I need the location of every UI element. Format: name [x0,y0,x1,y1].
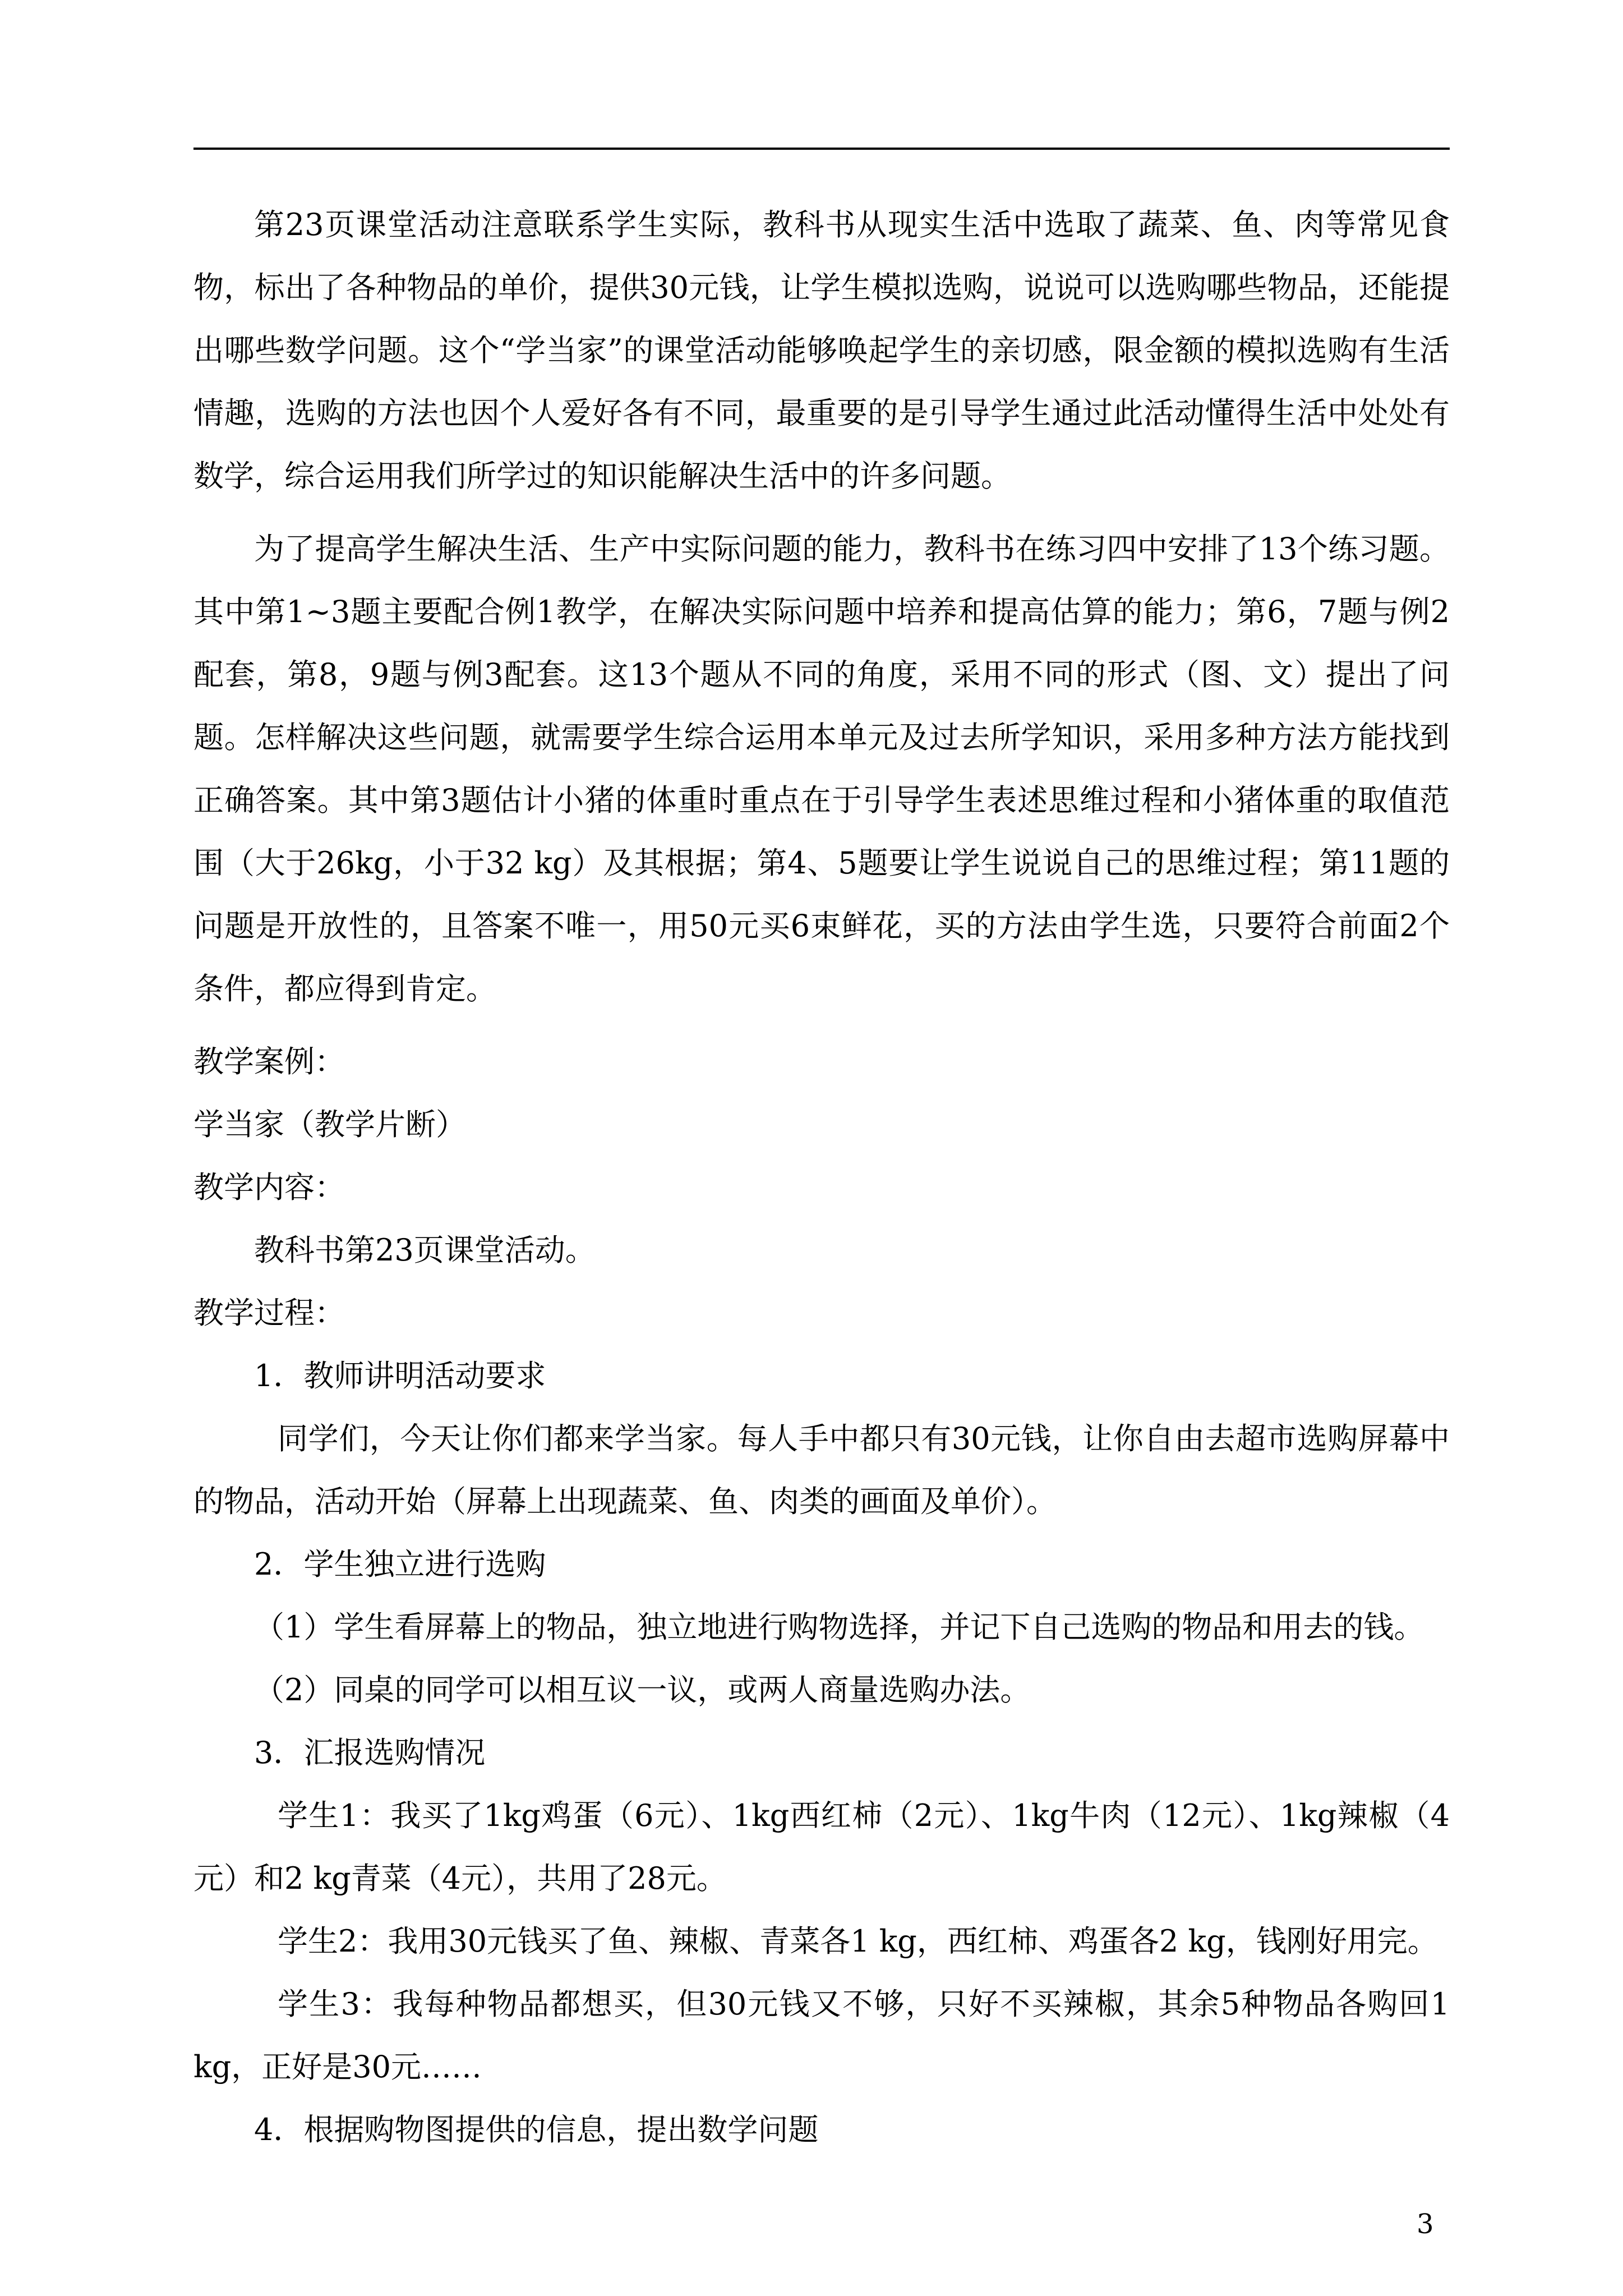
step-1-title: 1．教师讲明活动要求 [254,1358,546,1393]
step-2-sub-1: （1）学生看屏幕上的物品，独立地进行购物选择，并记下自己选购的物品和用去的钱。 [254,1609,1424,1645]
step-3-student-1: 学生1：我买了1kg鸡蛋（6元）、1kg西红柿（2元）、1kg牛肉（12元）、1kg辣椒（4元）和2 kg青菜（4元），共用了28元。 [193,1798,1450,1896]
paragraph-activity-description: 第23页课堂活动注意联系学生实际，教科书从现实生活中选取了蔬菜、鱼、肉等常见食物，标出了各种物品的单价，提供30元钱，让学生模拟选购，说说可以选购哪些物品，还能提出哪些数学问题。这个“学当家”的课堂活动能够唤起学生的亲切感，限金额的模拟选购有生活情趣，选购的方法也因个人爱好各有不同，最重要的是引导学生通过此活动懂得生活中处处有数学，综合运用我们所学过的知识能解决生活中的许多问题。 [193,207,1450,494]
step-3-title: 3．汇报选购情况 [254,1735,486,1770]
content-label: 教学内容： [193,1170,345,1205]
step-4-title: 4．根据购物图提供的信息，提出数学问题 [254,2112,819,2147]
content-text: 教科书第23页课堂活动。 [254,1232,596,1268]
step-2-sub-2: （2）同桌的同学可以相互议一议，或两人商量选购办法。 [254,1672,1031,1708]
step-2-title: 2．学生独立进行选购 [254,1547,546,1582]
page-number: 3 [1417,2208,1434,2240]
step-3-student-2: 学生2：我用30元钱买了鱼、辣椒、青菜各1 kg，西红柿、鸡蛋各2 kg，钱刚好用完。 [278,1924,1438,1959]
step-3-student-3: 学生3：我每种物品都想买，但30元钱又不够，只好不买辣椒，其余5种物品各购回1 kg，正好是30元…… [193,1986,1450,2085]
case-label: 教学案例： [193,1044,345,1079]
case-title: 学当家（教学片断） [193,1107,466,1142]
document-body [193,194,1450,2161]
paragraph-exercise-description: 为了提高学生解决生活、生产中实际问题的能力，教科书在练习四中安排了13个练习题。其中第1~3题主要配合例1教学，在解决实际问题中培养和提高估算的能力；第6，7题与例2配套，第8，9题与例3配套。这13个题从不同的角度，采用不同的形式（图、文）提出了问题。怎样解决这些问题，就需要学生综合运用本单元及过去所学知识，采用多种方法方能找到正确答案。其中第3题估计小猪的体重时重点在于引导学生表述思维过程和小猪体重的取值范围（大于26kg，小于32 kg）及其根据；第4、5题要让学生说说自己的思维过程；第11题的问题是开放性的，且答案不唯一，用50元买6束鲜花，买的方法由学生选，只要符合前面2个条件，都应得到肯定。 [193,531,1450,1006]
header-rule [193,148,1450,150]
step-1-text: 同学们，今天让你们都来学当家。每人手中都只有30元钱，让你自由去超市选购屏幕中的物品，活动开始（屏幕上出现蔬菜、鱼、肉类的画面及单价）。 [193,1421,1450,1519]
process-label: 教学过程： [193,1295,345,1331]
